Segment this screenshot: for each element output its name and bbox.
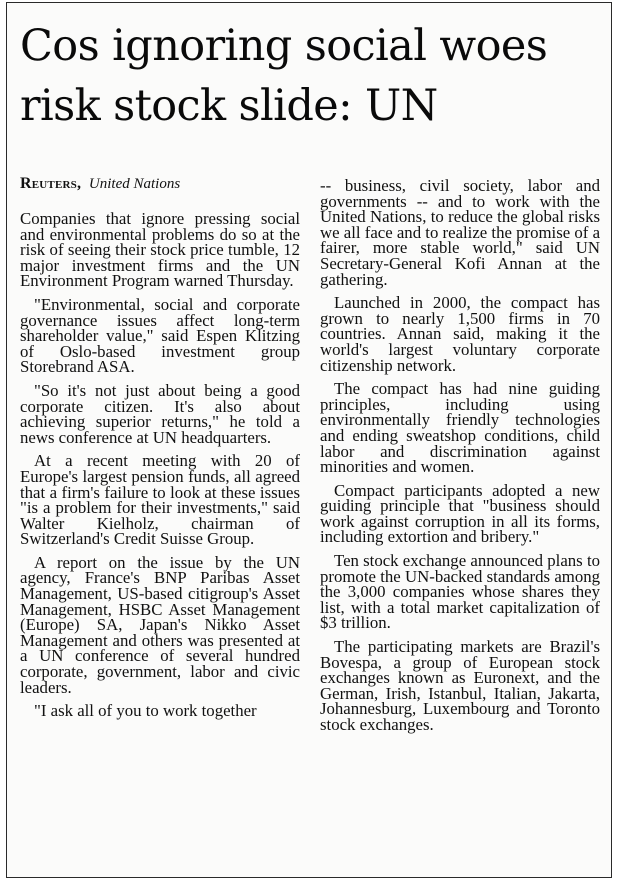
left-paragraph-6: "I ask all of you to work together bbox=[34, 701, 257, 721]
byline-agency: Reuters, bbox=[20, 175, 82, 192]
headline bbox=[20, 16, 600, 136]
byline-dateline: United Nations bbox=[88, 176, 181, 192]
right-paragraph-4: Compact participants adopted a new guiding principle that "business should work against corruption in all its forms, including extortion and bribery." bbox=[320, 480, 600, 547]
right-paragraph-5: Ten stock exchange announced plans to promote the UN-backed standards among the 3,000 companies whose shares they list, with a total market capitalization of $3 trillion. bbox=[320, 551, 600, 633]
left-paragraph-2: "Environmental, social and corporate governance issues affect long-term shareholder value," said Espen Klitzing of Oslo-based investment group Storebrand ASA. bbox=[20, 294, 300, 377]
right-paragraph-2: Launched in 2000, the compact has grown to nearly 1,500 firms in 70 countries. Annan said, making it the world's largest voluntary corporate citizenship network. bbox=[320, 293, 600, 375]
left-column bbox=[20, 175, 300, 727]
headline-line-2: risk stock slide: UN bbox=[20, 81, 438, 131]
left-paragraph-5: A report on the issue by the UN agency, France's BNP Paribas Asset Management, US-based citigroup's Asset Management, HSBC Asset Management (Europe) SA, Japan's Nikko Asset Management and others was presented at a UN conference of several hundred corporate, government, labor and civic leaders. bbox=[20, 552, 300, 697]
left-paragraph-1: Companies that ignore pressing social and environmental problems do so at the risk of seeing their stock price tumble, 12 major investment firms and the UN Environment Program warned Thursday. bbox=[20, 209, 300, 291]
right-paragraph-1: -- business, civil society, labor and governments -- and to work with the United Nations, to reduce the global risks we all face and to realize the promise of a fairer, more stable world," said UN Secretary-General Kofi Annan at the gathering. bbox=[320, 176, 601, 289]
right-paragraph-6: The participating markets are Brazil's Bovespa, a group of European stock exchanges known as Euronext, and the German, Irish, Istanbul, Italian, Jakarta, Johannesburg, Luxembourg and Toronto stock exchanges. bbox=[320, 637, 600, 734]
headline-line-1: Cos ignoring social woes bbox=[20, 21, 548, 71]
right-column bbox=[320, 178, 600, 741]
right-paragraph-3: The compact has had nine guiding principles, including using environmentally friendly technologies and ending sweatshop conditions, child labor and discrimination against minorities and women. bbox=[320, 379, 600, 477]
left-paragraph-4: At a recent meeting with 20 of Europe's largest pension funds, all agreed that a firm's failure to look at these issues "is a problem for their investments," said Walter Kielholz, chairman of Switzerland's Credit Suisse Group. bbox=[20, 451, 300, 549]
left-paragraph-3: "So it's not just about being a good corporate citizen. It's also about achieving superior returns," he told a news conference at UN headquarters. bbox=[20, 380, 300, 447]
byline bbox=[20, 175, 300, 193]
